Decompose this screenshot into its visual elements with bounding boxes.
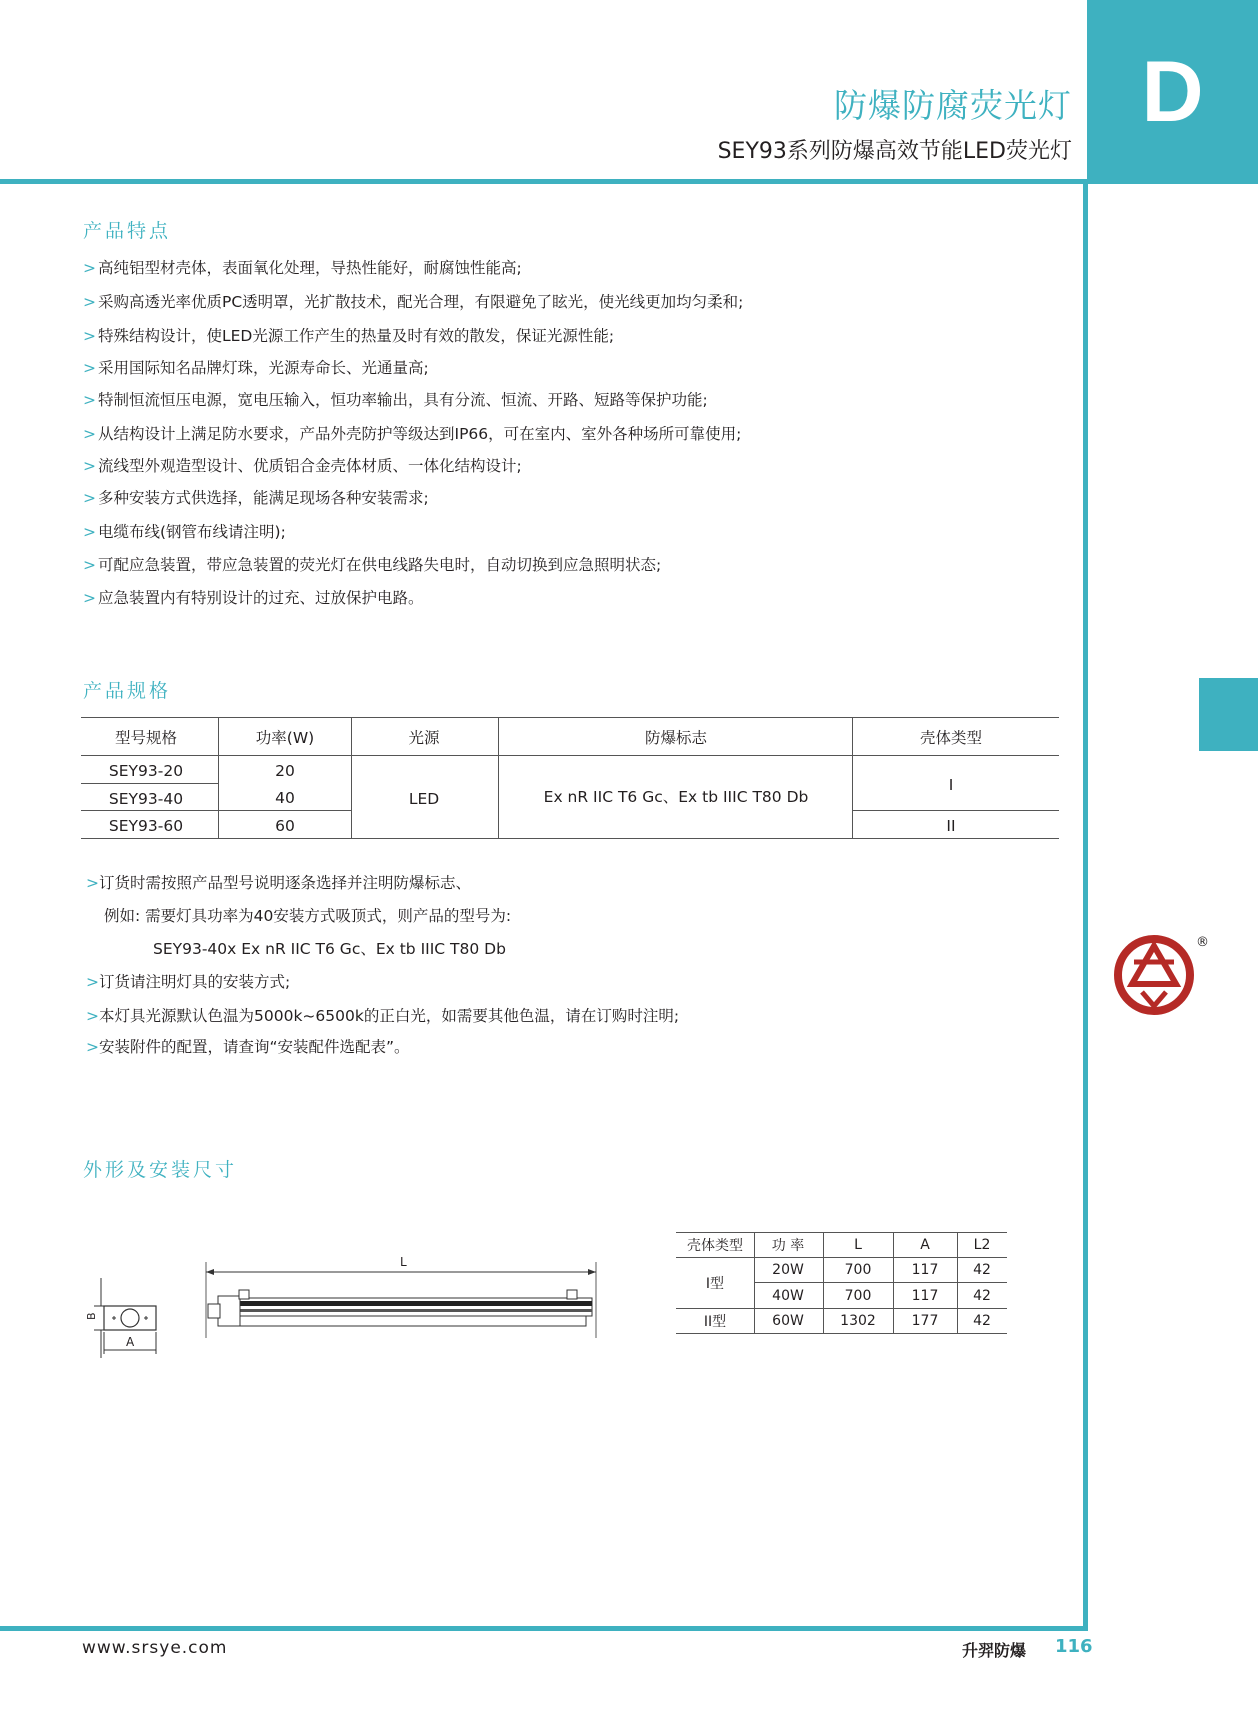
bullet-marker: > [83, 425, 96, 443]
table-rule [81, 783, 218, 784]
table-cell: II型 [703, 1314, 727, 1330]
table-rule [81, 755, 1059, 756]
spec-table [81, 717, 1059, 839]
table-cell: 42 [973, 1313, 991, 1329]
table-cell: II [946, 817, 956, 835]
table-cell: 60W [772, 1313, 804, 1329]
bullet-marker: > [83, 359, 96, 377]
bullet-marker: > [83, 391, 96, 409]
bullet-marker: > [83, 293, 96, 311]
table-rule [81, 838, 1059, 839]
note-item: >订货时需按照产品型号说明逐条选择并注明防爆标志、 [86, 874, 472, 892]
note-item: >安装附件的配置，请查询“安装配件选配表”。 [86, 1038, 410, 1056]
table-header: 壳体类型 [687, 1238, 743, 1254]
table-cell: 20W [772, 1262, 804, 1278]
side-view-drawing [200, 1252, 604, 1342]
feature-item: > 可配应急装置，带应急装置的荧光灯在供电线路失电时，自动切换到应急照明状态; [83, 556, 662, 574]
table-rule [852, 717, 853, 839]
table-cell: 60 [275, 817, 295, 835]
table-cell: 40W [772, 1288, 804, 1304]
table-rule [498, 717, 499, 839]
table-header: 防爆标志 [644, 729, 708, 747]
bullet-marker: > [83, 556, 96, 574]
footer-url[interactable]: www.srsye.com [82, 1638, 228, 1658]
feature-item: > 采用国际知名品牌灯珠，光源寿命长、光通量高; [83, 359, 429, 377]
table-cell: 700 [844, 1288, 872, 1304]
table-rule [81, 717, 1059, 718]
note-item: >订货请注明灯具的安装方式; [86, 973, 291, 991]
feature-item: > 高纯铝型材壳体，表面氧化处理，导热性能好，耐腐蚀性能高; [83, 259, 522, 277]
table-rule [893, 1232, 894, 1334]
table-cell: SEY93-20 [108, 762, 184, 780]
table-rule [823, 1232, 824, 1334]
end-view-drawing [80, 1270, 180, 1360]
table-header: 壳体类型 [919, 729, 983, 747]
brand-logo-icon [1112, 932, 1212, 1016]
dimension-table [676, 1232, 1007, 1334]
features-title: 产品特点 [83, 220, 172, 242]
bullet-marker: > [83, 489, 96, 507]
table-header: 光源 [408, 729, 440, 747]
bottom-rule [0, 1626, 1088, 1631]
table-cell: 42 [973, 1288, 991, 1304]
table-cell: 177 [911, 1313, 939, 1329]
feature-item: > 特殊结构设计，使LED光源工作产生的热量及时有效的散发，保证光源性能; [83, 327, 615, 345]
table-rule [218, 717, 219, 839]
feature-item: > 采购高透光率优质PC透明罩，光扩散技术，配光合理，有限避免了眩光，使光线更加均匀柔和; [83, 293, 744, 311]
page-subtitle: SEY93系列防爆高效节能LED荧光灯 [717, 139, 1072, 164]
table-cell: 117 [911, 1262, 939, 1278]
table-header: L [854, 1237, 862, 1253]
bullet-marker: > [83, 259, 96, 277]
header-rule [0, 179, 1087, 184]
bullet-marker: > [83, 523, 96, 541]
right-rule [1083, 184, 1088, 1631]
feature-item: > 从结构设计上满足防水要求，产品外壳防护等级达到IP66，可在室内、室外各种场所可靠使用; [83, 425, 742, 443]
feature-item: > 电缆布线(钢管布线请注明); [83, 523, 286, 541]
table-cell: Ex nR IIC T6 Gc、Ex tb IIIC T80 Db [543, 788, 809, 806]
table-cell: 40 [275, 789, 295, 807]
table-rule [754, 1282, 1007, 1283]
footer-brand: 升羿防爆 [961, 1641, 1026, 1660]
table-rule [852, 810, 1059, 811]
note-example-model: SEY93-40x Ex nR IIC T6 Gc、Ex tb IIIC T80 Db [153, 940, 506, 958]
page-number: 116 [1055, 1636, 1093, 1657]
table-header: 功 率 [771, 1238, 805, 1254]
dim-label-l: L [400, 1255, 407, 1269]
table-cell: 1302 [840, 1313, 876, 1329]
table-rule [351, 717, 352, 839]
dimensions-title: 外形及安装尺寸 [83, 1159, 238, 1181]
table-header: A [920, 1237, 930, 1253]
table-cell: 42 [973, 1262, 991, 1278]
page-title: 防爆防腐荧光灯 [834, 86, 1072, 125]
specs-title: 产品规格 [83, 680, 172, 702]
feature-item: > 应急装置内有特别设计的过充、过放保护电路。 [83, 589, 424, 607]
dim-label-a: A [126, 1335, 135, 1349]
table-header: L2 [973, 1237, 991, 1253]
table-cell: 700 [844, 1262, 872, 1278]
feature-item: > 流线型外观造型设计、优质铝合金壳体材质、一体化结构设计; [83, 457, 522, 475]
table-cell: 117 [911, 1288, 939, 1304]
table-cell: I [948, 776, 954, 794]
table-cell: SEY93-40 [108, 790, 184, 808]
table-cell: LED [408, 790, 440, 808]
table-rule [81, 810, 351, 811]
table-header: 型号规格 [114, 729, 178, 747]
table-header: 功率(W) [255, 729, 315, 747]
registered-mark: ® [1196, 935, 1209, 950]
feature-item: > 多种安装方式供选择，能满足现场各种安装需求; [83, 489, 429, 507]
table-cell: I型 [705, 1276, 725, 1292]
dim-label-b: B [85, 1312, 98, 1320]
feature-item: > 特制恒流恒压电源，宽电压输入，恒功率输出，具有分流、恒流、开路、短路等保护功能; [83, 391, 708, 409]
bullet-marker: > [83, 457, 96, 475]
table-cell: 20 [275, 762, 295, 780]
table-cell: SEY93-60 [108, 817, 184, 835]
section-tab: D [1087, 0, 1258, 184]
note-example: 例如: 需要灯具功率为40安装方式吸顶式，则产品的型号为: [104, 907, 512, 925]
bullet-marker: > [83, 589, 96, 607]
table-rule [754, 1232, 755, 1334]
bullet-marker: > [83, 327, 96, 345]
side-tab [1199, 678, 1258, 751]
note-item: >本灯具光源默认色温为5000k~6500k的正白光，如需要其他色温，请在订购时注明; [86, 1007, 680, 1025]
table-rule [957, 1232, 958, 1334]
